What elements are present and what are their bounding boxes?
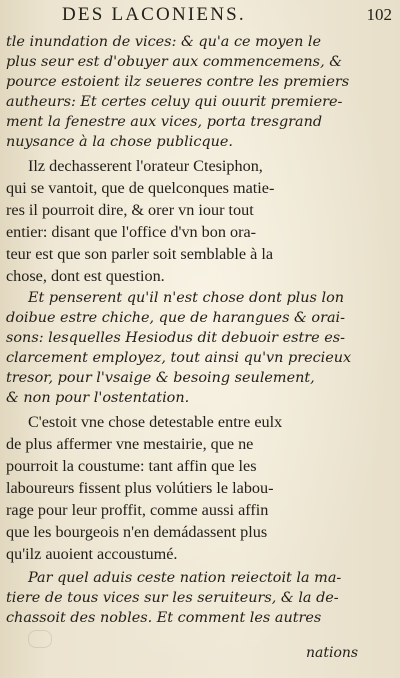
text-line: plus seur est d'obuyer aux commencemens, & bbox=[6, 54, 343, 70]
text-line: qui se vantoit, que de quelconques matie- bbox=[6, 179, 275, 197]
text-line: & non pour l'ostentation. bbox=[6, 390, 190, 406]
margin-stain bbox=[4, 630, 5, 646]
text-line: entier: disant que l'office d'vn bon ora- bbox=[6, 223, 257, 241]
text-line: tresor, pour l'vsaige & besoing seulement, bbox=[6, 370, 315, 386]
text-line: pourroit la coustume: tant affin que les bbox=[6, 457, 257, 475]
text-line: chose, dont est question. bbox=[6, 267, 165, 285]
text-line: nuysance à la chose publicque. bbox=[6, 134, 233, 150]
text-line: tle inundation de vices: & qu'a ce moyen le bbox=[6, 34, 322, 50]
ink-bleed-through bbox=[28, 630, 52, 648]
text-line: C'estoit vne chose detestable entre eulx bbox=[28, 413, 283, 431]
text-line: ment la fenestre aux vices, porta tresgrand bbox=[6, 114, 323, 130]
page-number: 102 bbox=[366, 5, 392, 24]
running-head: DES LACONIENS. bbox=[62, 4, 246, 25]
text-line: chassoit des nobles. Et comment les autres bbox=[6, 610, 322, 626]
text-line: tiere de tous vices sur les seruiteurs, & la de- bbox=[6, 590, 339, 606]
text-line: clarcement employez, tout ainsi qu'vn precieux bbox=[6, 350, 352, 366]
text-line: qu'ilz auoient accoustumé. bbox=[6, 545, 178, 563]
text-line: laboureurs fissent plus volútiers le labou- bbox=[6, 479, 274, 497]
text-line: que les bourgeois n'en demádassent plus bbox=[6, 523, 268, 541]
text-line: Par quel aduis ceste nation reiectoit la ma- bbox=[28, 570, 342, 586]
text-line: doibue estre chiche, que de harangues & orai- bbox=[6, 310, 346, 326]
text-line: autheurs: Et certes celuy qui ouurit premiere- bbox=[6, 94, 343, 110]
text-line: rage pour leur proffit, comme aussi affin bbox=[6, 501, 269, 519]
text-line: teur est que son parler soit semblable à la bbox=[6, 245, 274, 263]
text-line: de plus affermer vne mestairie, que ne bbox=[6, 435, 254, 453]
text-line: Et penserent qu'il n'est chose dont plus lon bbox=[28, 290, 345, 306]
text-line: sons: lesquelles Hesiodus dit debuoir estre es- bbox=[6, 330, 345, 346]
text-line: res il pourroit dire, & orer vn iour tout bbox=[6, 201, 254, 219]
catchword: nations bbox=[306, 645, 359, 661]
page-header bbox=[0, 4, 400, 28]
text-line: pource estoient ilz seueres contre les premiers bbox=[6, 74, 350, 90]
text-line: Ilz dechasserent l'orateur Ctesiphon, bbox=[28, 157, 263, 175]
